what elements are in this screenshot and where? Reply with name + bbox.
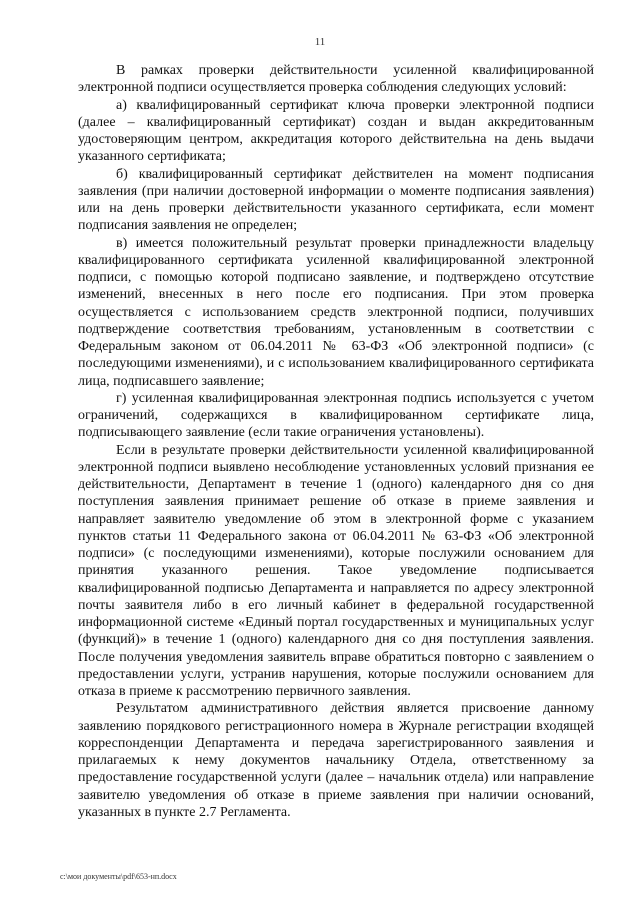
- paragraph-condition-a: а) квалифицированный сертификат ключа проверки электронной подписи (далее – квалифицированный сертификат) создан и выдан аккредитованным удостоверяющим центром, аккредитация которого действительна на день выдачи указанного сертификата;: [78, 97, 594, 165]
- paragraph-condition-b: б) квалифицированный сертификат действителен на момент подписания заявления (при наличии достоверной информации о моменте подписания заявления) или на день проверки действительности указанного сертификата, если момент подписания заявления не определен;: [78, 166, 594, 234]
- document-body: [78, 62, 594, 821]
- paragraph-condition-g: г) усиленная квалифицированная электронная подпись используется с учетом ограничений, содержащихся в квалифицированном сертификате лица, подписывающего заявление (если такие ограничения установлены).: [78, 390, 594, 441]
- paragraph-result: Результатом административного действия является присвоение данному заявлению порядкового регистрационного номера в Журнале регистрации входящей корреспонденции Департамента и передача зарегистрированного заявления и прилагаемых к нему документов начальнику Отдела, ответственному за предоставление государственной услуги (далее – начальник отдела) или направление заявителю уведомления об отказе в приеме заявления при наличии оснований, указанных в пункте 2.7 Регламента.: [78, 701, 594, 820]
- paragraph-rejection: Если в результате проверки действительности усиленной квалифицированной электронной подписи выявлено несоблюдение установленных условий признания ее действительности, Департамент в течение 1 (одного) календарного дня со дня поступления заявления принимает решение об отказе в приеме заявления и направляет заявителю уведомление об этом в электронной форме с указанием пунктов статьи 11 Федерального закона от 06.04.2011 № 63-ФЗ «Об электронной подписи» (с последующими изменениями), которые послужили основанием для принятия указанного решения. Такое уведомление подписывается квалифицированной подписью Департамента и направляется по адресу электронной почты заявителя либо в его личный кабинет в федеральной государственной информационной системе «Единый портал государственных и муниципальных услуг (функций)» в течение 1 (одного) календарного дня со дня поступления заявления. После получения уведомления заявитель вправе обратиться повторно с заявлением о предоставлении услуги, устранив нарушения, которые послужили основанием для отказа в приеме к рассмотрению первичного заявления.: [78, 442, 594, 699]
- footer-file-path: c:\мои документы\pdf\653-нп.docx: [60, 872, 177, 881]
- page-number: 11: [314, 36, 326, 48]
- paragraph-condition-v: в) имеется положительный результат проверки принадлежности владельцу квалифицированного сертификата усиленной квалифицированной электронной подписи, с помощью которой подписано заявление, и подтверждено отсутствие изменений, внесенных в него после его подписания. При этом проверка осуществляется с использованием средств электронной подписи, получивших подтверждение соответствия требованиям, установленным в соответствии с Федеральным законом от 06.04.2011 № 63-ФЗ «Об электронной подписи» (с последующими изменениями), и с использованием квалифицированного сертификата лица, подписавшего заявление;: [78, 235, 594, 389]
- paragraph-intro: В рамках проверки действительности усиленной квалифицированной электронной подписи осуществляется проверка соблюдения следующих условий:: [78, 63, 594, 96]
